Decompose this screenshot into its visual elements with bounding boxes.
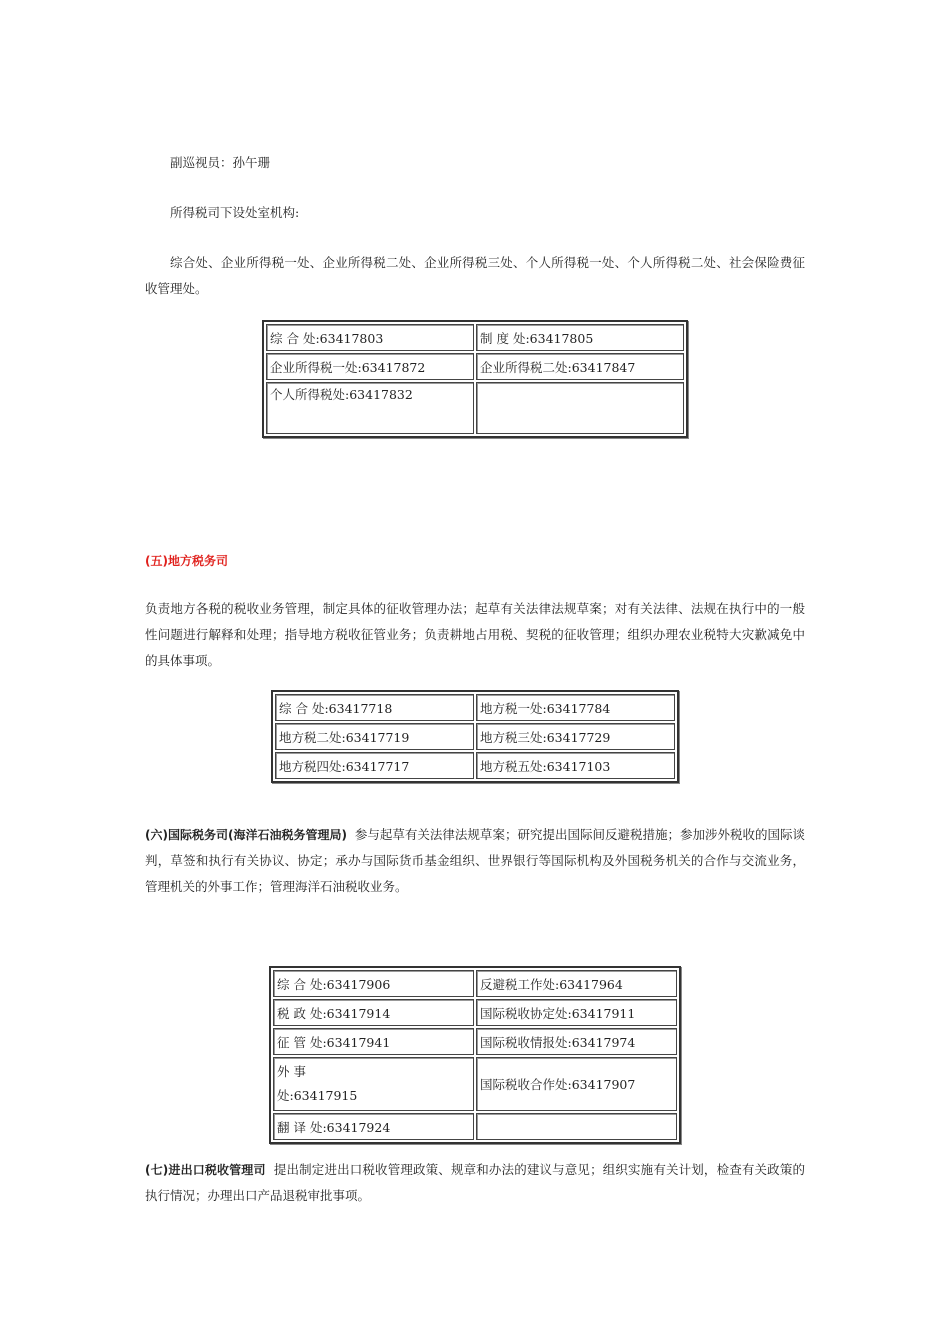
section6-paragraph (145, 822, 805, 900)
table-cell (476, 1113, 677, 1140)
table-cell: 企业所得税一处:63417872 (266, 353, 474, 380)
table-cell: 税 政 处:63417914 (273, 999, 474, 1026)
table-cell: 反避税工作处:63417964 (476, 970, 677, 997)
subdivisions-text: 综合处、企业所得税一处、企业所得税二处、企业所得税三处、个人所得税一处、个人所得税二处、社会保险费征收管理处。 (145, 255, 805, 296)
table-cell: 国际税收情报处:63417974 (476, 1028, 677, 1055)
subdivisions-heading: 所得税司下设处室机构: (170, 205, 300, 220)
table-cell: 综 合 处:63417803 (266, 324, 474, 351)
table-cell: 地方税四处:63417717 (275, 752, 474, 779)
table-cell: 地方税一处:63417784 (476, 694, 675, 721)
section7-paragraph (145, 1157, 805, 1209)
table-cell: 地方税二处:63417719 (275, 723, 474, 750)
table-cell: 地方税三处:63417729 (476, 723, 675, 750)
international-tax-phone-table (269, 966, 681, 1144)
table-cell: 地方税五处:63417103 (476, 752, 675, 779)
table-cell: 翻 译 处:63417924 (273, 1113, 474, 1140)
section5-heading (145, 548, 805, 574)
section7-body: 提出制定进出口税收管理政策、规章和办法的建议与意见；组织实施有关计划，检查有关政策的执行情况；办理出口产品退税审批事项。 (145, 1162, 805, 1203)
table-cell: 国际税收合作处:63417907 (476, 1057, 677, 1111)
section7-heading: (七)进出口税收管理司 (145, 1163, 266, 1177)
cell-line: 外 事 (277, 1064, 306, 1079)
table-cell (476, 382, 684, 434)
income-tax-phone-table (262, 320, 688, 438)
table-cell: 征 管 处:63417941 (273, 1028, 474, 1055)
table-cell: 综 合 处:63417718 (275, 694, 474, 721)
cell-line: 处:63417915 (277, 1088, 358, 1103)
section6-heading: (六)国际税务司(海洋石油税务管理局) (145, 828, 347, 842)
table-cell: 制 度 处:63417805 (476, 324, 684, 351)
section5-body: 负责地方各税的税收业务管理，制定具体的征收管理办法；起草有关法律法规草案；对有关法律、法规在执行中的一般性问题进行解释和处理；指导地方税收征管业务；负责耕地占用税、契税的征收管理；组织办理农业税特大灾歉减免中的具体事项。 (145, 601, 805, 668)
table-cell: 国际税收协定处:63417911 (476, 999, 677, 1026)
deputy-inspector-line: 副巡视员：孙午珊 (170, 155, 271, 170)
table-cell: 企业所得税二处:63417847 (476, 353, 684, 380)
section5-heading-text: (五)地方税务司 (145, 554, 228, 568)
table-cell: 综 合 处:63417906 (273, 970, 474, 997)
table-cell: 个人所得税处:63417832 (266, 382, 474, 434)
table-cell (273, 1057, 474, 1111)
local-tax-phone-table (271, 690, 679, 783)
section6-body: 参与起草有关法律法规草案；研究提出国际间反避税措施；参加涉外税收的国际谈判，草签和执行有关协议、协定；承办与国际货币基金组织、世界银行等国际机构及外国税务机关的合作与交流业务，管理机关的外事工作；管理海洋石油税收业务。 (145, 827, 805, 894)
